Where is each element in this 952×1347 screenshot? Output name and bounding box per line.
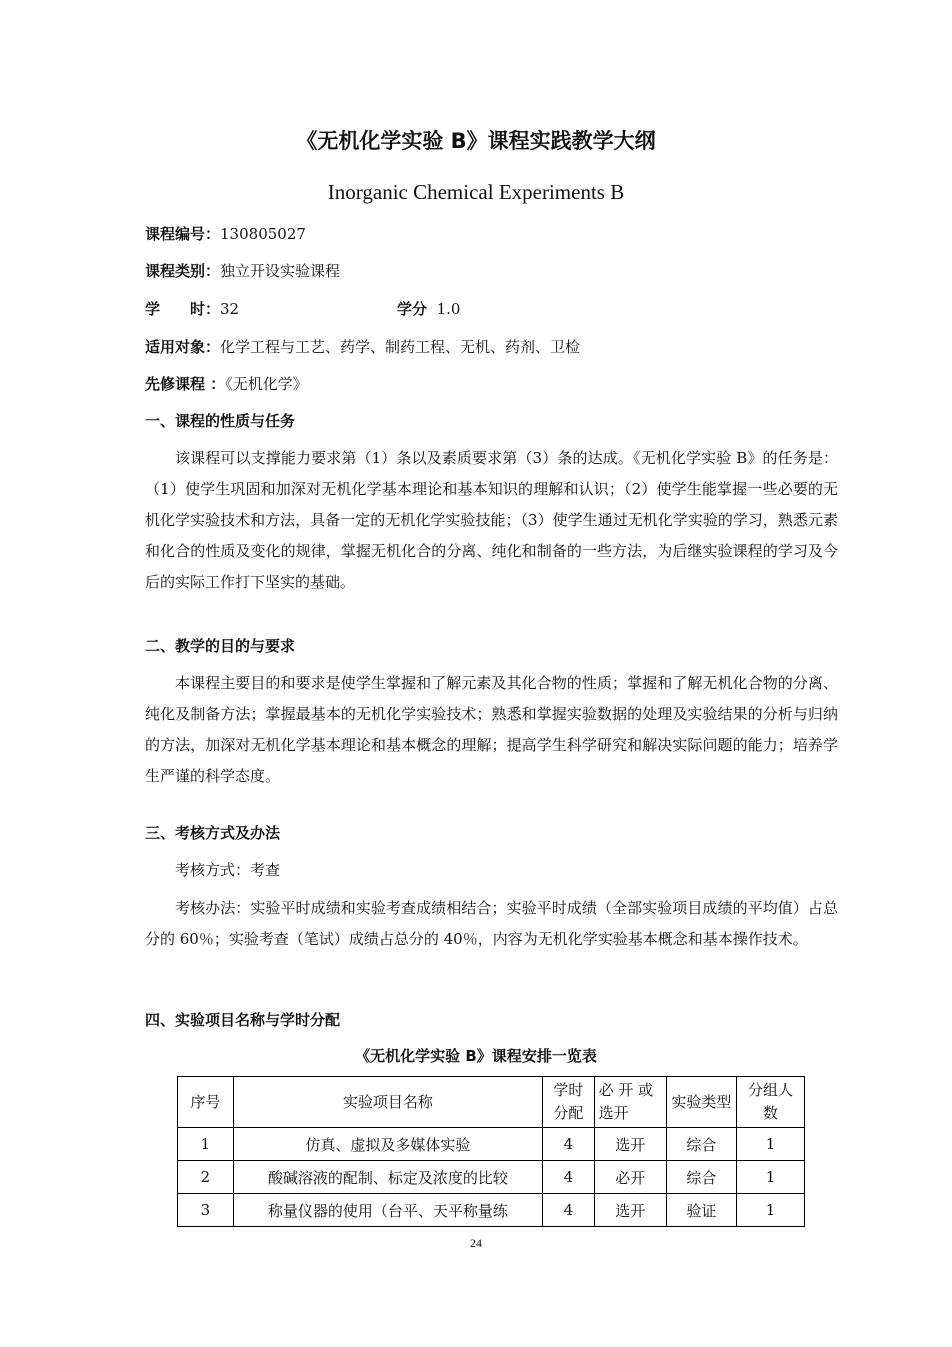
header-project-name: 实验项目名称 — [233, 1077, 542, 1128]
cell-project-name: 称量仪器的使用（台平、天平称量练 — [233, 1194, 542, 1227]
header-hours: 学时分配 — [543, 1077, 595, 1128]
course-category-line — [145, 260, 845, 282]
page-number: 24 — [470, 1236, 482, 1250]
header-index: 序号 — [178, 1077, 234, 1128]
cell-hours: 4 — [543, 1161, 595, 1194]
course-prereq-label: 先修课程 ： — [145, 375, 226, 393]
table-row — [178, 1128, 805, 1161]
section-assessment-procedure: 考核办法：实验平时成绩和实验考查成绩相结合；实验平时成绩（全部实验项目成绩的平均值）占总分的 60％；实验考查（笔试）成绩占总分的 40％，内容为无机化学实验基本概念和基本操作技术。 — [145, 899, 838, 948]
section-goals-paragraph: 本课程主要目的和要求是使学生掌握和了解元素及其化合物的性质；掌握和了解无机化合物的分离、纯化及制备方法；掌握最基本的无机化学实验技术；熟悉和掌握实验数据的处理及实验结果的分析与归纳的方法，加深对无机化学基本理论和基本概念的理解；提高学生科学研究和解决实际问题的能力；培养学生严谨的科学态度。 — [145, 674, 838, 785]
section-heading-goals: 二、教学的目的与要求 — [145, 637, 296, 655]
course-hours-label: 学 时： — [145, 300, 221, 318]
cell-index: 1 — [178, 1128, 234, 1161]
section-assessment-method: 考核方式：考查 — [175, 861, 281, 879]
header-group-size: 分组人数 — [736, 1077, 804, 1128]
course-credit-value: 1.0 — [436, 300, 461, 318]
schedule-table — [177, 1076, 805, 1227]
cell-group-size: 1 — [736, 1128, 804, 1161]
document-title: 《无机化学实验 B》课程实践教学大纲 — [296, 129, 656, 153]
cell-group-size: 1 — [736, 1194, 804, 1227]
header-required: 必 开 或选开 — [594, 1077, 666, 1128]
course-code-line — [145, 223, 845, 245]
cell-type: 综合 — [666, 1161, 736, 1194]
document-subtitle: Inorganic Chemical Experiments B — [327, 180, 625, 204]
header-type: 实验类型 — [666, 1077, 736, 1128]
course-credit-label: 学分 — [397, 300, 428, 318]
course-code-value: 130805027 — [220, 225, 306, 243]
course-category-label: 课程类别： — [145, 262, 221, 280]
cell-index: 2 — [178, 1161, 234, 1194]
cell-project-name: 仿真、虚拟及多媒体实验 — [233, 1128, 542, 1161]
cell-index: 3 — [178, 1194, 234, 1227]
cell-required: 选开 — [594, 1128, 666, 1161]
course-prereq-line — [145, 373, 845, 395]
cell-hours: 4 — [543, 1128, 595, 1161]
section-nature-paragraph: 该课程可以支撑能力要求第（1）条以及素质要求第（3）条的达成。《无机化学实验 B》的任务是：（1）使学生巩固和加深对无机化学基本理论和基本知识的理解和认识；（2）使学生能掌握一些必要的无机化学实验技术和方法，具备一定的无机化学实验技能；（3）使学生通过无机化学实验的学习，熟悉元素和化合的性质及变化的规律，掌握无机化合的分离、纯化和制备的一些方法，为后继实验课程的学习及今后的实际工作打下坚实的基础。 — [145, 449, 838, 591]
section-heading-projects: 四、实验项目名称与学时分配 — [145, 1011, 341, 1029]
course-target-label: 适用对象： — [145, 338, 221, 356]
table-row — [178, 1194, 805, 1227]
cell-project-name: 酸碱溶液的配制、标定及浓度的比较 — [233, 1161, 542, 1194]
cell-hours: 4 — [543, 1194, 595, 1227]
schedule-table-title: 《无机化学实验 B》课程安排一览表 — [355, 1047, 597, 1065]
course-target-line — [145, 336, 845, 358]
course-hours-value: 32 — [220, 300, 240, 318]
section-heading-nature: 一、课程的性质与任务 — [145, 412, 296, 430]
course-category-value: 独立开设实验课程 — [220, 262, 341, 280]
course-code-label: 课程编号： — [145, 225, 221, 243]
course-hours-line — [145, 298, 845, 320]
course-prereq-value: 《无机化学》 — [225, 375, 308, 393]
cell-group-size: 1 — [736, 1161, 804, 1194]
cell-type: 综合 — [666, 1128, 736, 1161]
cell-required: 必开 — [594, 1161, 666, 1194]
table-header-row — [178, 1077, 805, 1128]
cell-required: 选开 — [594, 1194, 666, 1227]
table-row — [178, 1161, 805, 1194]
cell-type: 验证 — [666, 1194, 736, 1227]
course-target-value: 化学工程与工艺、药学、制药工程、无机、药剂、卫检 — [220, 338, 581, 356]
section-heading-assessment: 三、考核方式及办法 — [145, 824, 281, 842]
